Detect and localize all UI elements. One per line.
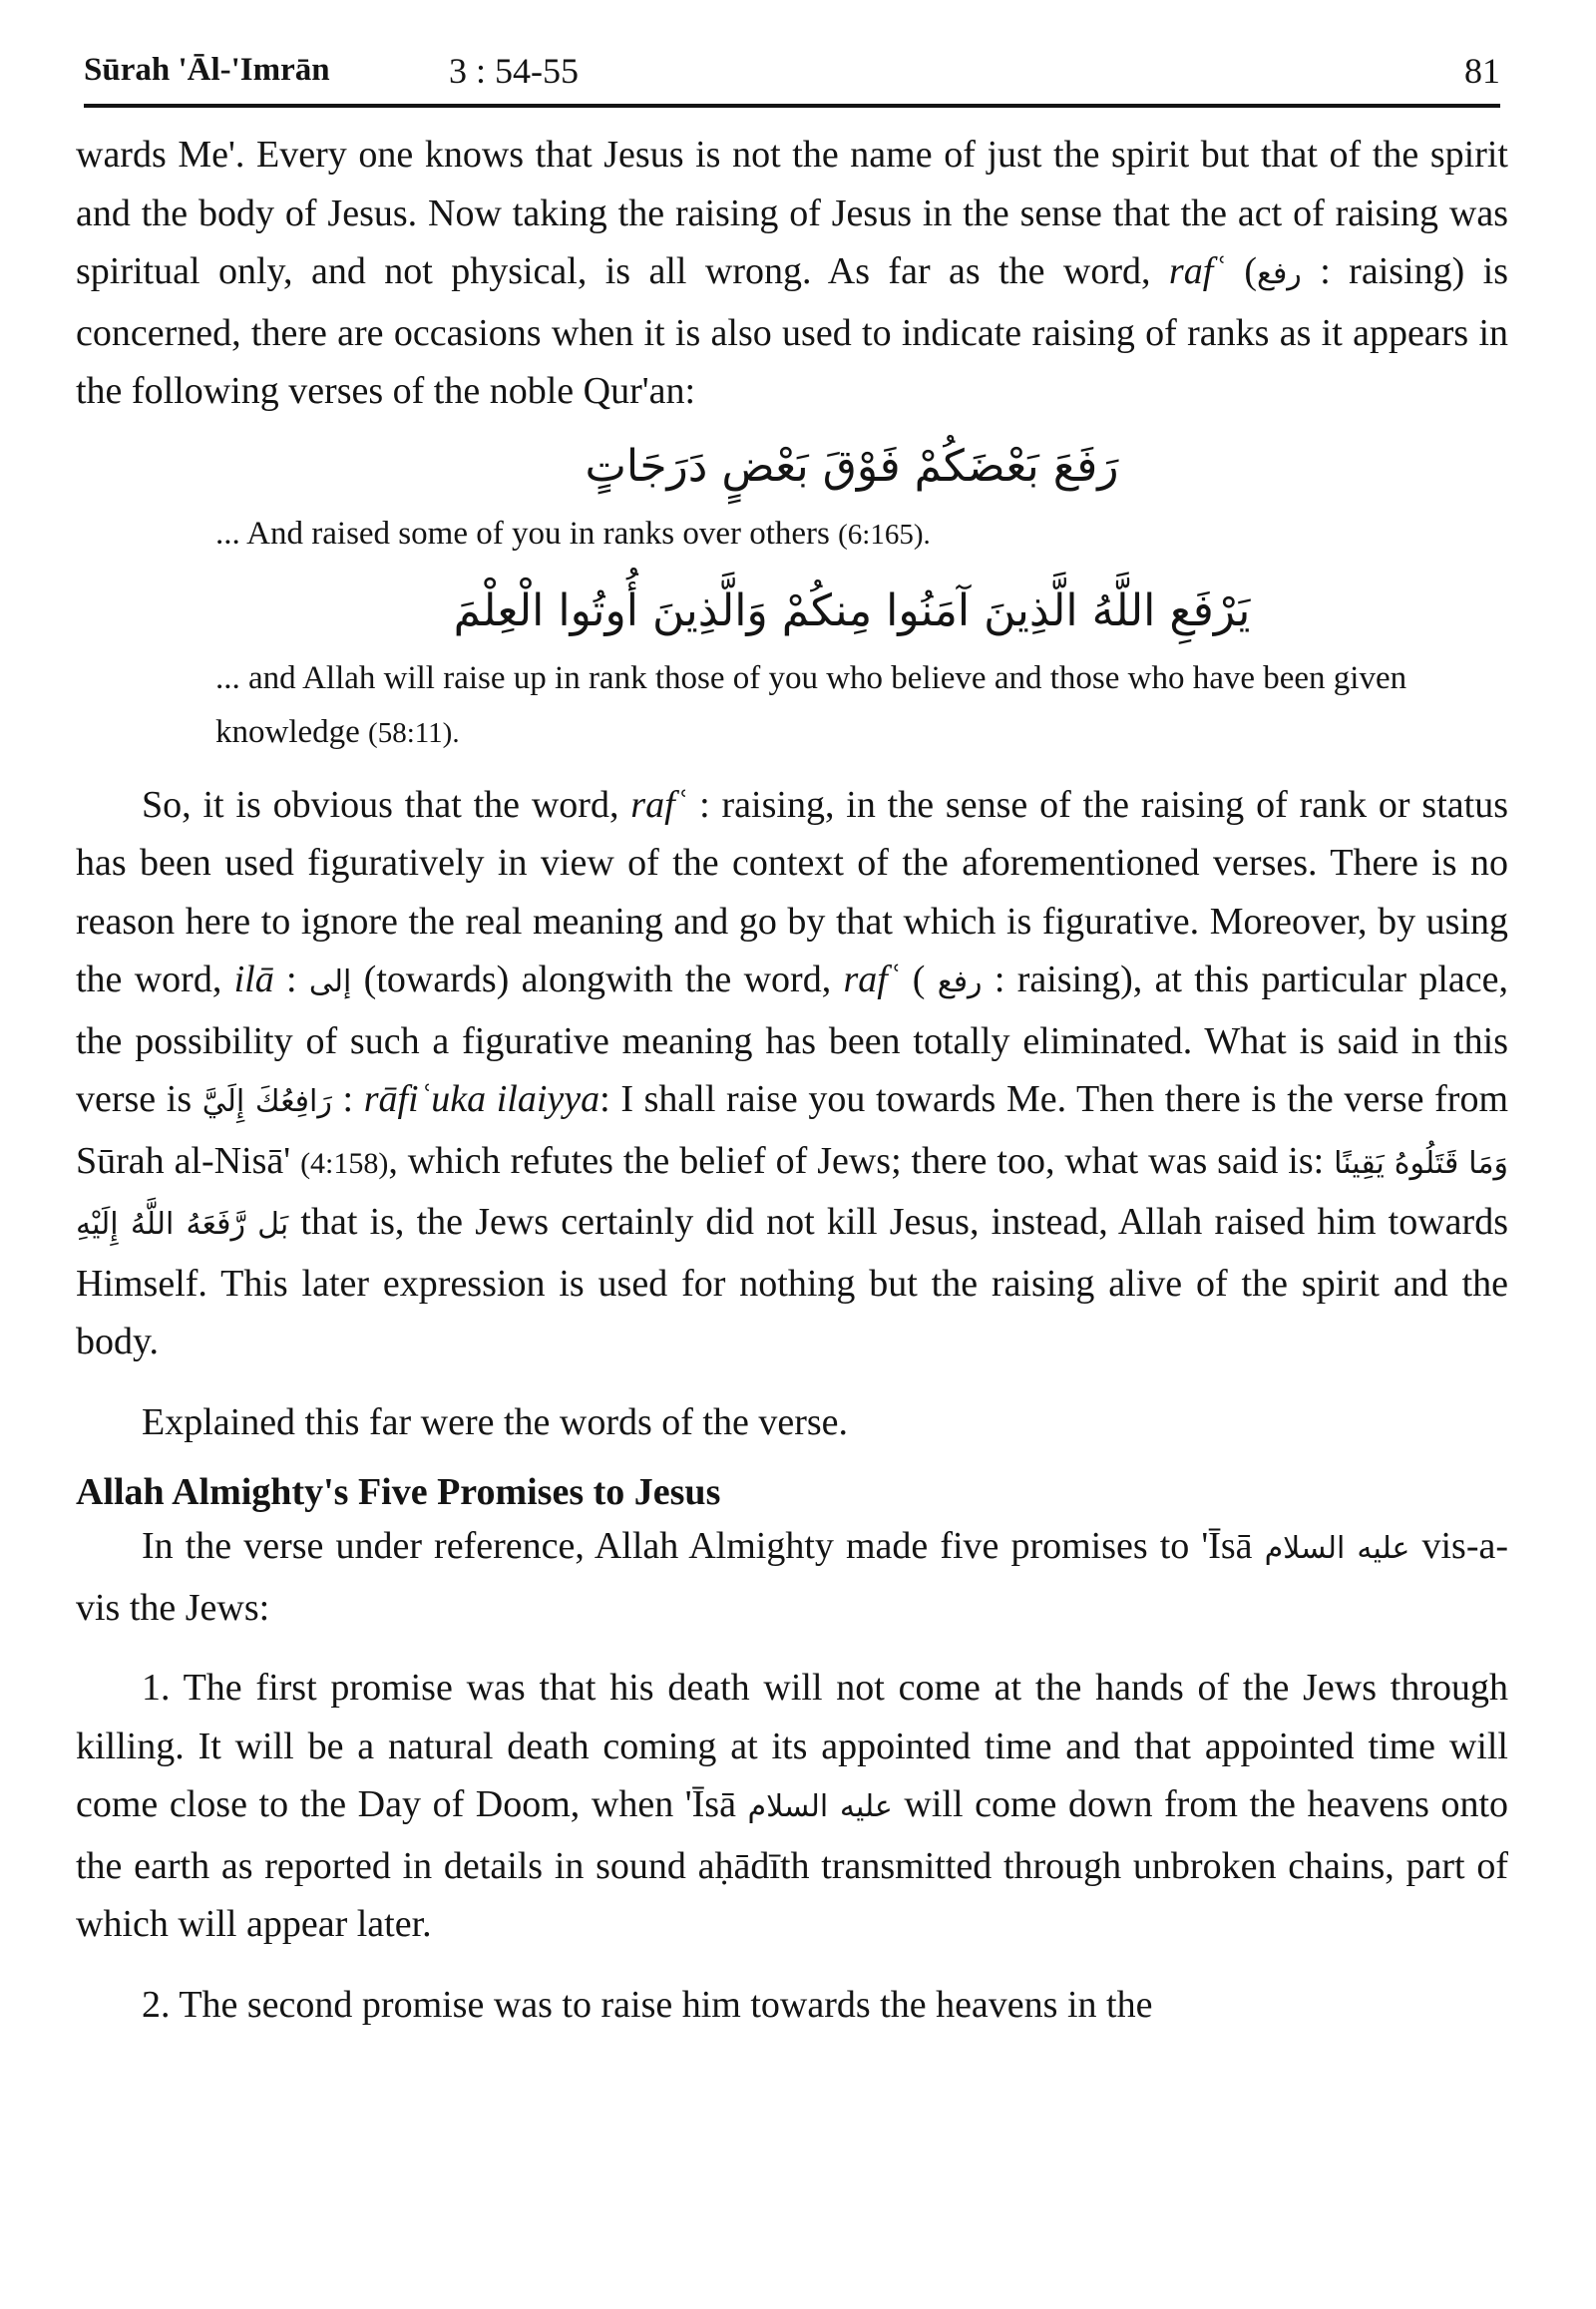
paragraph-4: In the verse under reference, Allah Almighty made five promises to 'Īsā عليه السلام vis-a-vis the Jews: <box>76 1525 1508 1629</box>
surah-title: Sūrah 'Āl-'Imrān <box>84 52 330 88</box>
arabic-raf: رفع <box>1257 256 1302 291</box>
citation-4-158: (4:158) <box>300 1146 389 1180</box>
running-header <box>84 48 1500 110</box>
paragraph-1: wards Me'. Every one knows that Jesus is not the name of just the spirit but that of the spirit and the body of Jesus. Now taking the raising of Jesus in the sense that the act of raising was spiritual only, and not physical, is all wrong. As far as the word, rafʿ (رفع : raising) is concerned, there are occasions when it is also used to indicate raising of ranks as it appears in the following verses of the noble Qur'an: <box>76 134 1509 412</box>
arabic-nisa-verse: وَمَا قَتَلُوهُ يَقِينًا بَل رَّفَعَهُ اللَّهُ إِلَيْهِ <box>76 1145 1508 1242</box>
arabic-verse-6-165: رَفَعَ بَعْضَكُمْ فَوْقَ بَعْضٍ دَرَجَاتٍ <box>585 440 1119 492</box>
verse-reference: 3 : 54-55 <box>449 51 579 91</box>
page-content <box>76 126 1508 2034</box>
term-ila: ilā <box>233 959 274 1000</box>
arabic-verse-58-11: يَرْفَعِ اللَّهُ الَّذِينَ آمَنُوا مِنكُمْ وَالَّذِينَ أُوتُوا الْعِلْمَ <box>453 584 1251 636</box>
citation-58-11: (58:11). <box>368 716 460 749</box>
arabic-rafiuka: رَافِعُكَ إِلَيَّ <box>201 1084 332 1119</box>
term-rafiuka: rāfiʿuka ilaiyya <box>363 1078 600 1120</box>
paragraph-2: So, it is obvious that the word, rafʿ : raising, in the sense of the raising of rank or status has been used figuratively in view of the context of the aforementioned verses. There is no reason here to ignore the real meaning and go by that which is figurative. Moreover, by using the word, ilā : إلى (towards) alongwith the word, rafʿ ( رفع : raising), at this particular place, the possibility of such a figurative meaning has been totally eliminated. What is said in this verse is رَافِعُكَ إِلَيَّ : rāfiʿuka ilaiyya: I shall raise you towards Me. Then there is the verse from Sūrah al-Nisā' (4:158), which refutes the belief of Jews; there too, what was said is: وَمَا قَتَلُوهُ يَقِينًا بَل رَّفَعَهُ اللَّهُ إِلَيْهِ that is, the Jews certainly did not kill Jesus, instead, Allah raised him towards Himself. This later expression is used for nothing but the raising alive of the spirit and the body. <box>76 783 1509 1362</box>
citation-6-165: (6:165). <box>838 518 931 551</box>
paragraph-3: Explained this far were the words of the verse. <box>142 1400 849 1443</box>
arabic-alayhi-salam-2: عليه السلام <box>747 1789 893 1824</box>
arabic-raf-2: رفع <box>937 964 983 999</box>
verse-translation-58-11: ... and Allah will raise up in rank those of you who believe and those who have been given knowledge (58:11). <box>215 659 1407 750</box>
page-number: 81 <box>1464 51 1500 91</box>
header-rule <box>84 104 1500 108</box>
arabic-alayhi-salam: عليه السلام <box>1264 1531 1410 1566</box>
paragraph-5: 1. The first promise was that his death will not come at the hands of the Jews through killing. It will be a natural death coming at its appointed time and that appointed time will come close to the Day of Doom, when 'Īsā عليه السلام will come down from the heavens onto the earth as reported in details in sound aḥādīth transmitted through unbroken chains, part of which will appear later. <box>76 1667 1509 1945</box>
paragraph-6: 2. The second promise was to raise him towards the heavens in the <box>142 1983 1153 2026</box>
verse-translation-6-165: ... And raised some of you in ranks over others (6:165). <box>215 515 931 552</box>
arabic-ila: إلى <box>308 964 352 999</box>
term-raf: rafʿ <box>1168 250 1226 292</box>
section-heading: Allah Almighty's Five Promises to Jesus <box>76 1471 721 1513</box>
